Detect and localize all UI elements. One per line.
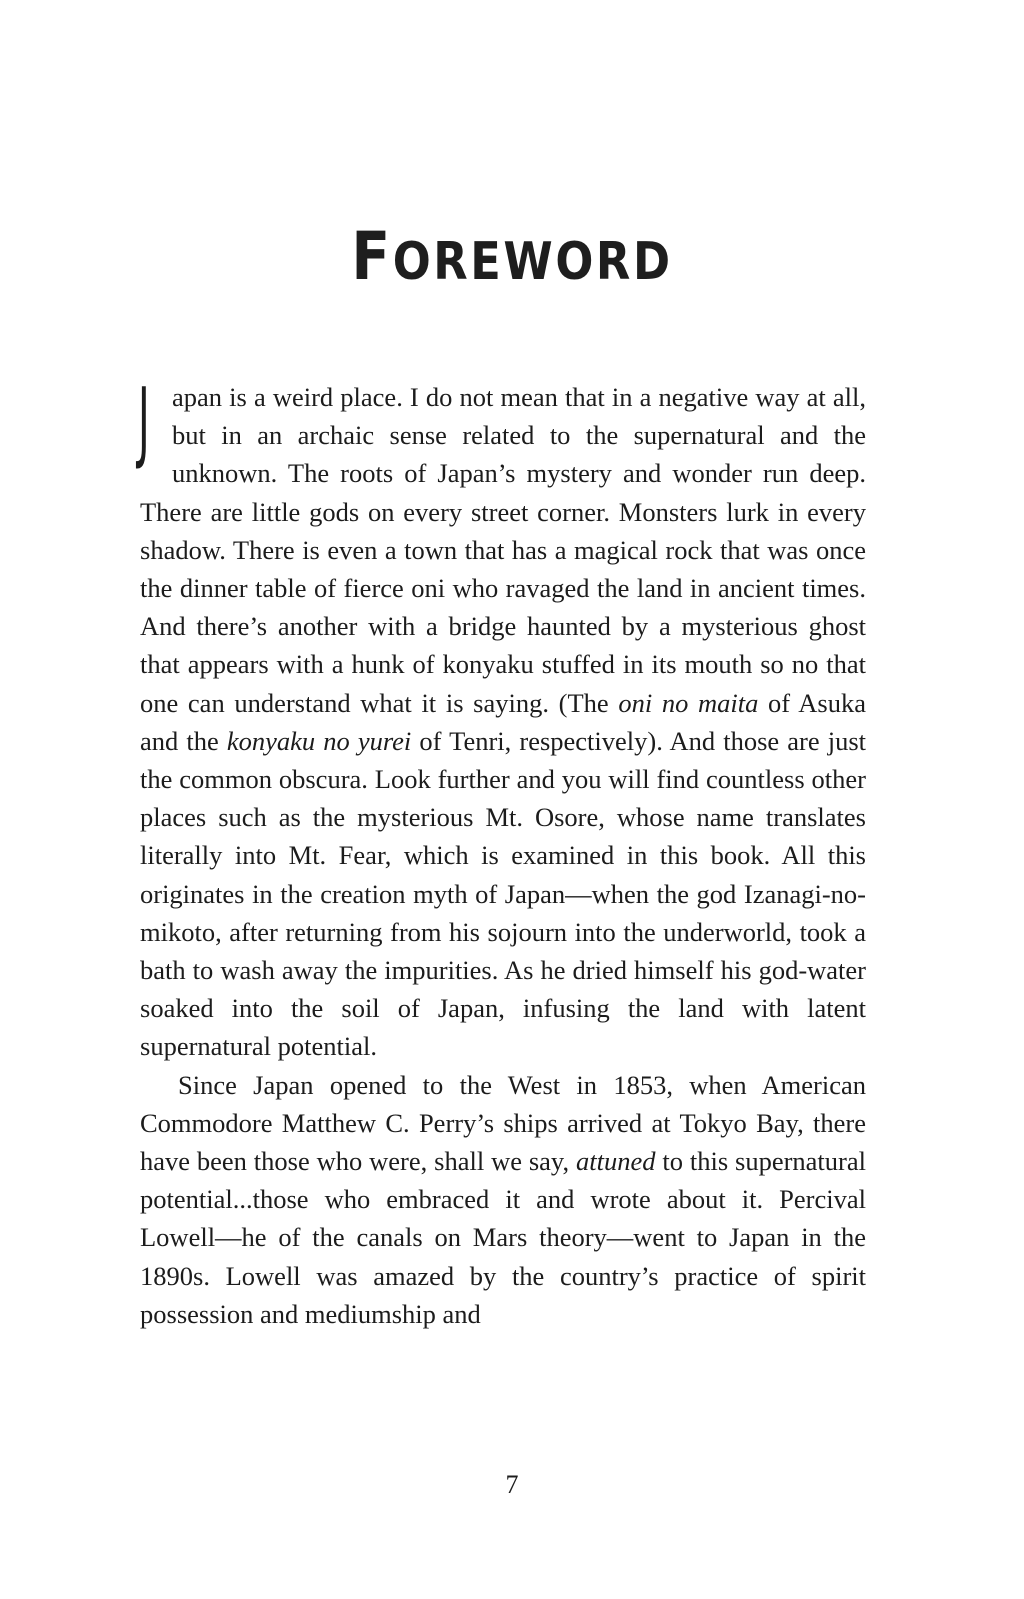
paragraph-2-text-b: to this supernatural potential...those who embraced it and wrote about it. Percival Lowell—he of the canals on Mars theory—went to Japan in the 1890s. Lowell was amazed by the country’s practice of spirit possession and mediumship and xyxy=(140,1146,866,1329)
body-text xyxy=(138,369,866,1333)
paragraph-1-italic-2: konyaku no yurei xyxy=(226,725,412,756)
paragraph-1-text-a: apan is a weird place. I do not mean that in a negative way at all, but in an archaic sense related to the supernatural and the unknown. The roots of Japan’s mystery and wonder run deep. There are little gods on every street corner. Monsters lurk in every shadow. There is even a town that has a magical rock that was once the dinner table of fierce oni who ravaged the land in ancient times. And there’s another with a bridge haunted by a mysterious ghost that appears with a hunk of konyaku stuffed in its mouth so no that one can understand what it is saying. (The xyxy=(140,382,866,718)
chapter-title-initial: F xyxy=(351,218,393,295)
chapter-title-rest: OREWORD xyxy=(392,232,673,292)
paragraph-1-text-c: of Tenri, respectively). And those are just the common obscura. Look further and you will find countless other places such as the mysterious Mt. Osore, whose name translates literally into Mt. Fear, which is examined in this book. All this originates in the creation myth of Japan—when the god Izanagi-no-mikoto, after returning from his sojourn into the underworld, took a bath to wash away the impurities. As he dried himself his god-water soaked into the soil of Japan, infusing the land with latent supernatural potential. xyxy=(140,725,866,1062)
page-number: 7 xyxy=(505,1470,519,1499)
drop-cap: J xyxy=(138,369,150,472)
paragraph-2-text-a: Since Japan opened to the West in 1853, when American Commodore Matthew C. Perry’s ships arrived at Tokyo Bay, there have been those who were, shall we say, xyxy=(140,1069,866,1177)
paragraph-2-italic-1: attuned xyxy=(575,1146,656,1177)
paragraph-1-italic-1: oni no maita xyxy=(618,687,759,718)
chapter-title xyxy=(72,218,953,295)
paragraph-1 xyxy=(138,369,866,1066)
paragraph-2 xyxy=(140,1066,866,1333)
paragraph-1-text-b: of Asuka and the xyxy=(140,687,866,756)
